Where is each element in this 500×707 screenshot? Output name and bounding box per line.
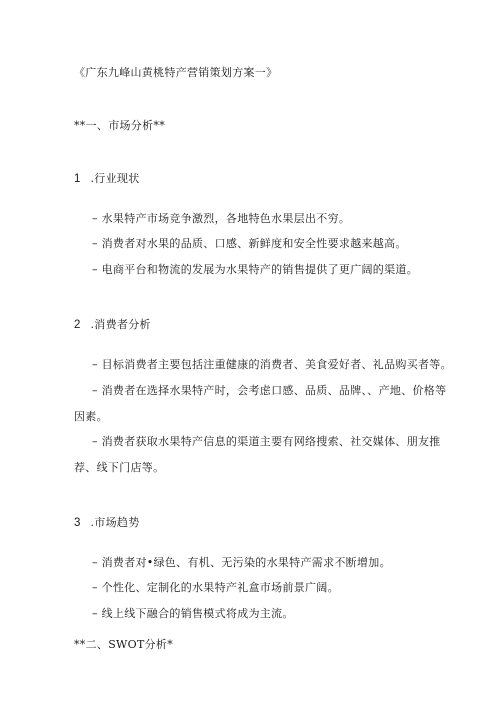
bullet-item: – 消费者对水果的品质、口感、新鲜度和安全性要求越来越高。	[92, 237, 407, 250]
bullet-continuation: 因素。	[74, 410, 108, 423]
subsection-number: 1	[74, 173, 81, 185]
subsection-title: .消费者分析	[90, 318, 151, 331]
bullet-item: – 消费者获取水果特产信息的渠道主要有网络搜索、社交媒体、朋友推	[92, 435, 441, 448]
section-heading-market-analysis: **一、市场分析**	[74, 119, 165, 132]
subsection-heading-market-trends	[74, 516, 140, 530]
bullet-item: – 水果特产市场竞争激烈，各地特色水果层出不穷。	[92, 212, 351, 225]
bullet-item: – 消费者对•绿色、有机、无污染的水果特产需求不断增加。	[92, 556, 391, 569]
document-title: 《广东九峰山黄桃特产营销策划方案一》	[74, 66, 278, 79]
bullet-item: – 线上线下融合的销售模式将成为主流。	[92, 607, 294, 620]
subsection-title: .市场趋势	[90, 516, 140, 529]
subsection-number: 2	[74, 319, 81, 331]
subsection-title: .行业现状	[90, 172, 140, 185]
section-heading-swot-analysis: **二、SWOT分析*	[74, 638, 173, 651]
subsection-heading-industry-status	[74, 172, 140, 186]
bullet-continuation: 荐、线下门店等。	[74, 461, 165, 474]
bullet-item: – 消费者在选择水果特产时，会考虑口感、品质、品牌、、产地、价格等	[92, 384, 447, 397]
bullet-item: – 目标消费者主要包括注重健康的消费者、美食爱好者、礼品购买者等。	[92, 358, 452, 371]
subsection-number: 3	[74, 517, 81, 529]
bullet-item: – 个性化、定制化的水果特产礼盒市场前景广阔。	[92, 581, 339, 594]
bullet-item: – 电商平台和物流的发展为水果特产的销售提供了更广阔的渠道。	[92, 263, 418, 276]
subsection-heading-consumer-analysis	[74, 318, 151, 332]
